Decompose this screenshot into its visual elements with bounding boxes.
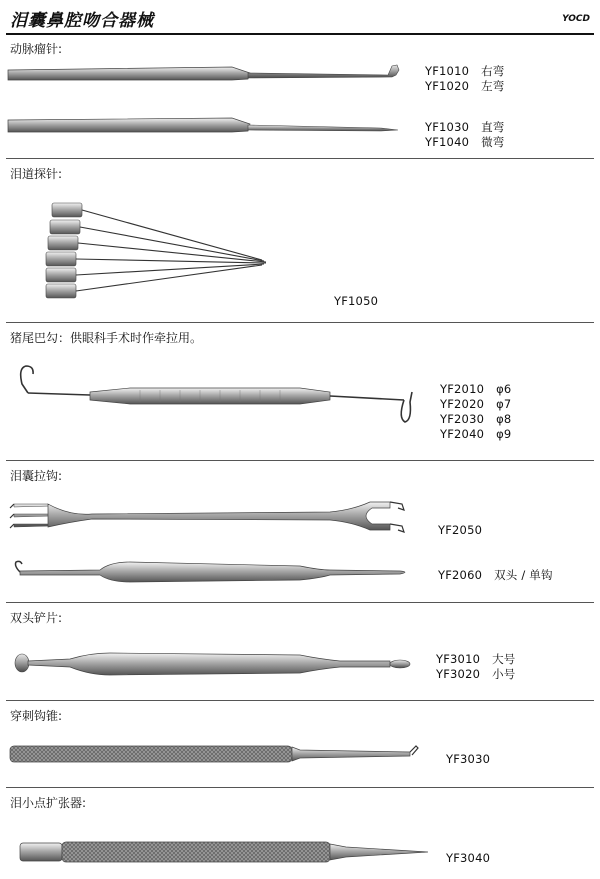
item-code: YF3020 (436, 667, 481, 681)
item-desc: 直弯 (481, 120, 505, 134)
section-heading-lacrimal-retractor: 泪囊拉钩: (10, 469, 63, 483)
puncture-awl-image (0, 738, 600, 772)
item-desc: 微弯 (481, 135, 505, 149)
section-heading-punctum-dilator: 泪小点扩张器: (10, 796, 87, 810)
item-code: YF3030 (446, 752, 491, 766)
section-heading-puncture-awl: 穿刺钩锥: (10, 709, 63, 723)
item-desc: 双头 / 单钩 (494, 568, 553, 582)
item-code: YF1050 (334, 294, 379, 308)
item-code: YF2060 (438, 568, 483, 582)
section-heading-lacrimal-probe: 泪道探针: (10, 167, 63, 181)
section-divider (6, 460, 594, 461)
punctum-dilator-image (0, 835, 600, 869)
item-code: YF1010 (425, 64, 470, 78)
item-code: YF2050 (438, 523, 483, 537)
item-code: YF3010 (436, 652, 481, 666)
aneurysm-needle-right-curve-image (0, 58, 600, 88)
item-desc: φ9 (496, 427, 512, 441)
aneurysm-needle-straight-image (0, 115, 600, 145)
section-divider (6, 787, 594, 788)
item-code: YF1030 (425, 120, 470, 134)
item-code: YF3040 (446, 851, 491, 865)
item-desc: φ7 (496, 397, 512, 411)
item-desc: φ6 (496, 382, 512, 396)
lacrimal-retractor-rake-image (0, 492, 600, 542)
item-desc: 右弯 (481, 64, 505, 78)
item-desc: 大号 (492, 652, 516, 666)
lacrimal-probe-set-image (0, 195, 600, 305)
section-divider (6, 602, 594, 603)
item-desc: φ8 (496, 412, 512, 426)
section-divider (6, 158, 594, 159)
brand-logo: YOCD (562, 14, 590, 24)
item-desc: 左弯 (481, 79, 505, 93)
item-desc: 小号 (492, 667, 516, 681)
item-code: YF1020 (425, 79, 470, 93)
section-heading-aneurysm-needle: 动脉瘤针: (10, 42, 63, 56)
page-title: 泪囊鼻腔吻合器械 (10, 11, 154, 31)
section-heading-pigtail-probe: 猪尾巴勾：供眼科手术时作牵拉用。 (10, 331, 203, 345)
item-code: YF2010 (440, 382, 485, 396)
section-divider (6, 700, 594, 701)
item-code: YF2040 (440, 427, 485, 441)
section-divider (6, 322, 594, 323)
item-code: YF1040 (425, 135, 470, 149)
title-rule (6, 33, 594, 35)
section-heading-double-spatula: 双头铲片: (10, 611, 63, 625)
item-code: YF2020 (440, 397, 485, 411)
item-code: YF2030 (440, 412, 485, 426)
